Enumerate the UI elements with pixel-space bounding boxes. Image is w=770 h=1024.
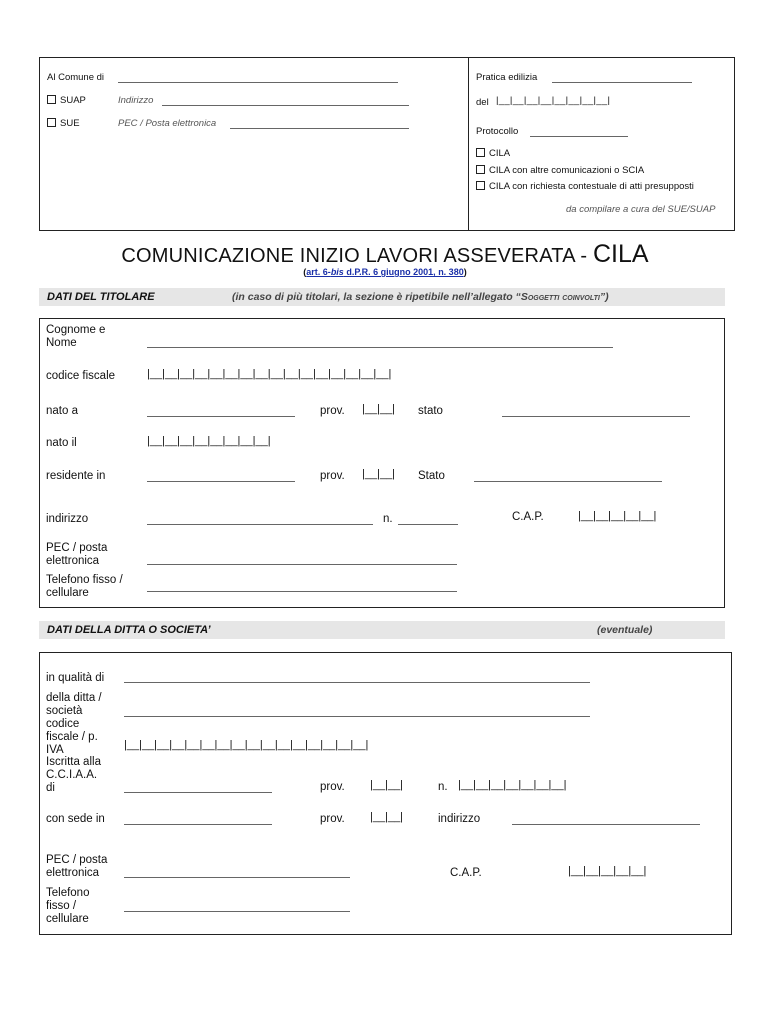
indirizzo-label-titolare: indirizzo <box>46 513 89 525</box>
ditta-prov-slots[interactable]: |__|__| <box>370 779 404 791</box>
cila-checkbox[interactable] <box>476 148 485 157</box>
qualita-label: in qualità di <box>46 672 105 684</box>
stato-label: stato <box>418 405 443 417</box>
stato-field[interactable] <box>502 416 690 417</box>
pratica-field[interactable] <box>552 82 692 83</box>
opt-cila-altre[interactable]: CILA con altre comunicazioni o SCIA <box>476 165 644 176</box>
cognome-field[interactable] <box>147 347 613 348</box>
telefono-label-titolare: Telefono fisso / cellulare <box>46 574 123 599</box>
pec-field-titolare[interactable] <box>147 564 457 565</box>
ditta-cap-label: C.A.P. <box>450 867 482 879</box>
cognome-label: Cognome e Nome <box>46 324 106 349</box>
ditta-n-label: n. <box>438 781 448 793</box>
stato-field-2[interactable] <box>474 481 662 482</box>
ditta-cap-slots[interactable]: |__|__|__|__|__| <box>568 865 647 877</box>
pratica-label: Pratica edilizia <box>476 72 538 83</box>
sede-field[interactable] <box>124 824 272 825</box>
pec-field[interactable] <box>230 128 409 129</box>
pec-label-titolare: PEC / posta elettronica <box>46 542 108 567</box>
protocollo-field[interactable] <box>530 136 628 137</box>
sede-label: con sede in <box>46 813 105 825</box>
cap-slots[interactable]: |__|__|__|__|__| <box>578 510 657 522</box>
indirizzo-field-titolare[interactable] <box>147 524 373 525</box>
comune-field[interactable] <box>118 82 398 83</box>
cf-slots[interactable]: |__|__|__|__|__|__|__|__|__|__|__|__|__|__|__|__| <box>147 368 392 380</box>
cila-richiesta-checkbox[interactable] <box>476 181 485 190</box>
ditta-field[interactable] <box>124 716 590 717</box>
ditta-telefono-field[interactable] <box>124 911 350 912</box>
nato-il-slots[interactable]: |__|__|__|__|__|__|__|__| <box>147 435 271 447</box>
titolare-section-title: DATI DEL TITOLARE <box>47 291 155 303</box>
header-divider <box>468 57 469 231</box>
cciaa-label: Iscritta alla C.C.I.A.A. di <box>46 756 101 794</box>
sue-checkbox[interactable] <box>47 118 56 127</box>
law-reference-link[interactable]: art. 6-bis d.P.R. 6 giugno 2001, n. 380 <box>306 267 464 277</box>
suap-option[interactable]: SUAP <box>47 95 86 106</box>
title-main: COMUNICAZIONE INIZIO LAVORI ASSEVERATA - <box>121 245 593 267</box>
sede-indirizzo-label: indirizzo <box>438 813 481 825</box>
sue-option[interactable]: SUE <box>47 118 80 129</box>
del-label: del <box>476 97 489 108</box>
sede-prov-label: prov. <box>320 813 345 825</box>
title-cila: CILA <box>593 240 649 268</box>
indirizzo-field[interactable] <box>162 105 409 106</box>
ditta-section-title: DATI DELLA DITTA O SOCIETA’ <box>47 624 211 636</box>
sede-prov-slots[interactable]: |__|__| <box>370 811 404 823</box>
ditta-box <box>39 652 732 935</box>
pec-label: PEC / Posta elettronica <box>118 118 217 129</box>
ditta-prov-label: prov. <box>320 781 345 793</box>
cila-altre-checkbox[interactable] <box>476 165 485 174</box>
opt-cila[interactable]: CILA <box>476 148 510 159</box>
prov-slots[interactable]: |__|__| <box>362 403 396 415</box>
page-title <box>0 240 770 269</box>
residente-label: residente in <box>46 470 106 482</box>
protocollo-label: Protocollo <box>476 126 519 137</box>
indirizzo-label: Indirizzo <box>118 95 154 106</box>
n-label: n. <box>383 513 393 525</box>
ditta-telefono-label: Telefono fisso / cellulare <box>46 887 90 925</box>
nato-a-field[interactable] <box>147 416 295 417</box>
cf-label: codice fiscale <box>46 370 116 382</box>
telefono-field-titolare[interactable] <box>147 591 457 592</box>
comune-label: Al Comune di <box>47 72 105 83</box>
ditta-cf-slots[interactable]: |__|__|__|__|__|__|__|__|__|__|__|__|__|__|__|__| <box>124 739 369 751</box>
titolare-section-note: (in caso di più titolari, la sezione è ripetibile nell’allegato “Soggetti coinvolti”) <box>232 291 609 303</box>
n-field[interactable] <box>398 524 458 525</box>
nato-il-label: nato il <box>46 437 77 449</box>
ditta-n-slots[interactable]: |__|__|__|__|__|__|__| <box>458 779 567 791</box>
cap-label: C.A.P. <box>512 511 544 523</box>
title-subtitle: (art. 6-bis d.P.R. 6 giugno 2001, n. 380) <box>303 267 467 277</box>
ditta-section-note: (eventuale) <box>597 624 653 636</box>
ditta-pec-field[interactable] <box>124 877 350 878</box>
suap-checkbox[interactable] <box>47 95 56 104</box>
qualita-field[interactable] <box>124 682 590 683</box>
prov-label-2: prov. <box>320 470 345 482</box>
prov-slots-2[interactable]: |__|__| <box>362 468 396 480</box>
opt-cila-richiesta[interactable]: CILA con richiesta contestuale di atti presupposti <box>476 181 694 192</box>
sue-note: da compilare a cura del SUE/SUAP <box>566 204 716 215</box>
ditta-label: della ditta / società <box>46 692 102 717</box>
nato-a-label: nato a <box>46 405 78 417</box>
prov-label: prov. <box>320 405 345 417</box>
ditta-pec-label: PEC / posta elettronica <box>46 854 108 879</box>
cciaa-field[interactable] <box>124 792 272 793</box>
stato-label-2: Stato <box>418 470 445 482</box>
residente-field[interactable] <box>147 481 295 482</box>
del-date-slots[interactable]: |__|__|__|__|__|__|__|__| <box>496 95 611 106</box>
sede-indirizzo-field[interactable] <box>512 824 700 825</box>
cf-piva-label: codice fiscale / p. IVA <box>46 718 98 756</box>
